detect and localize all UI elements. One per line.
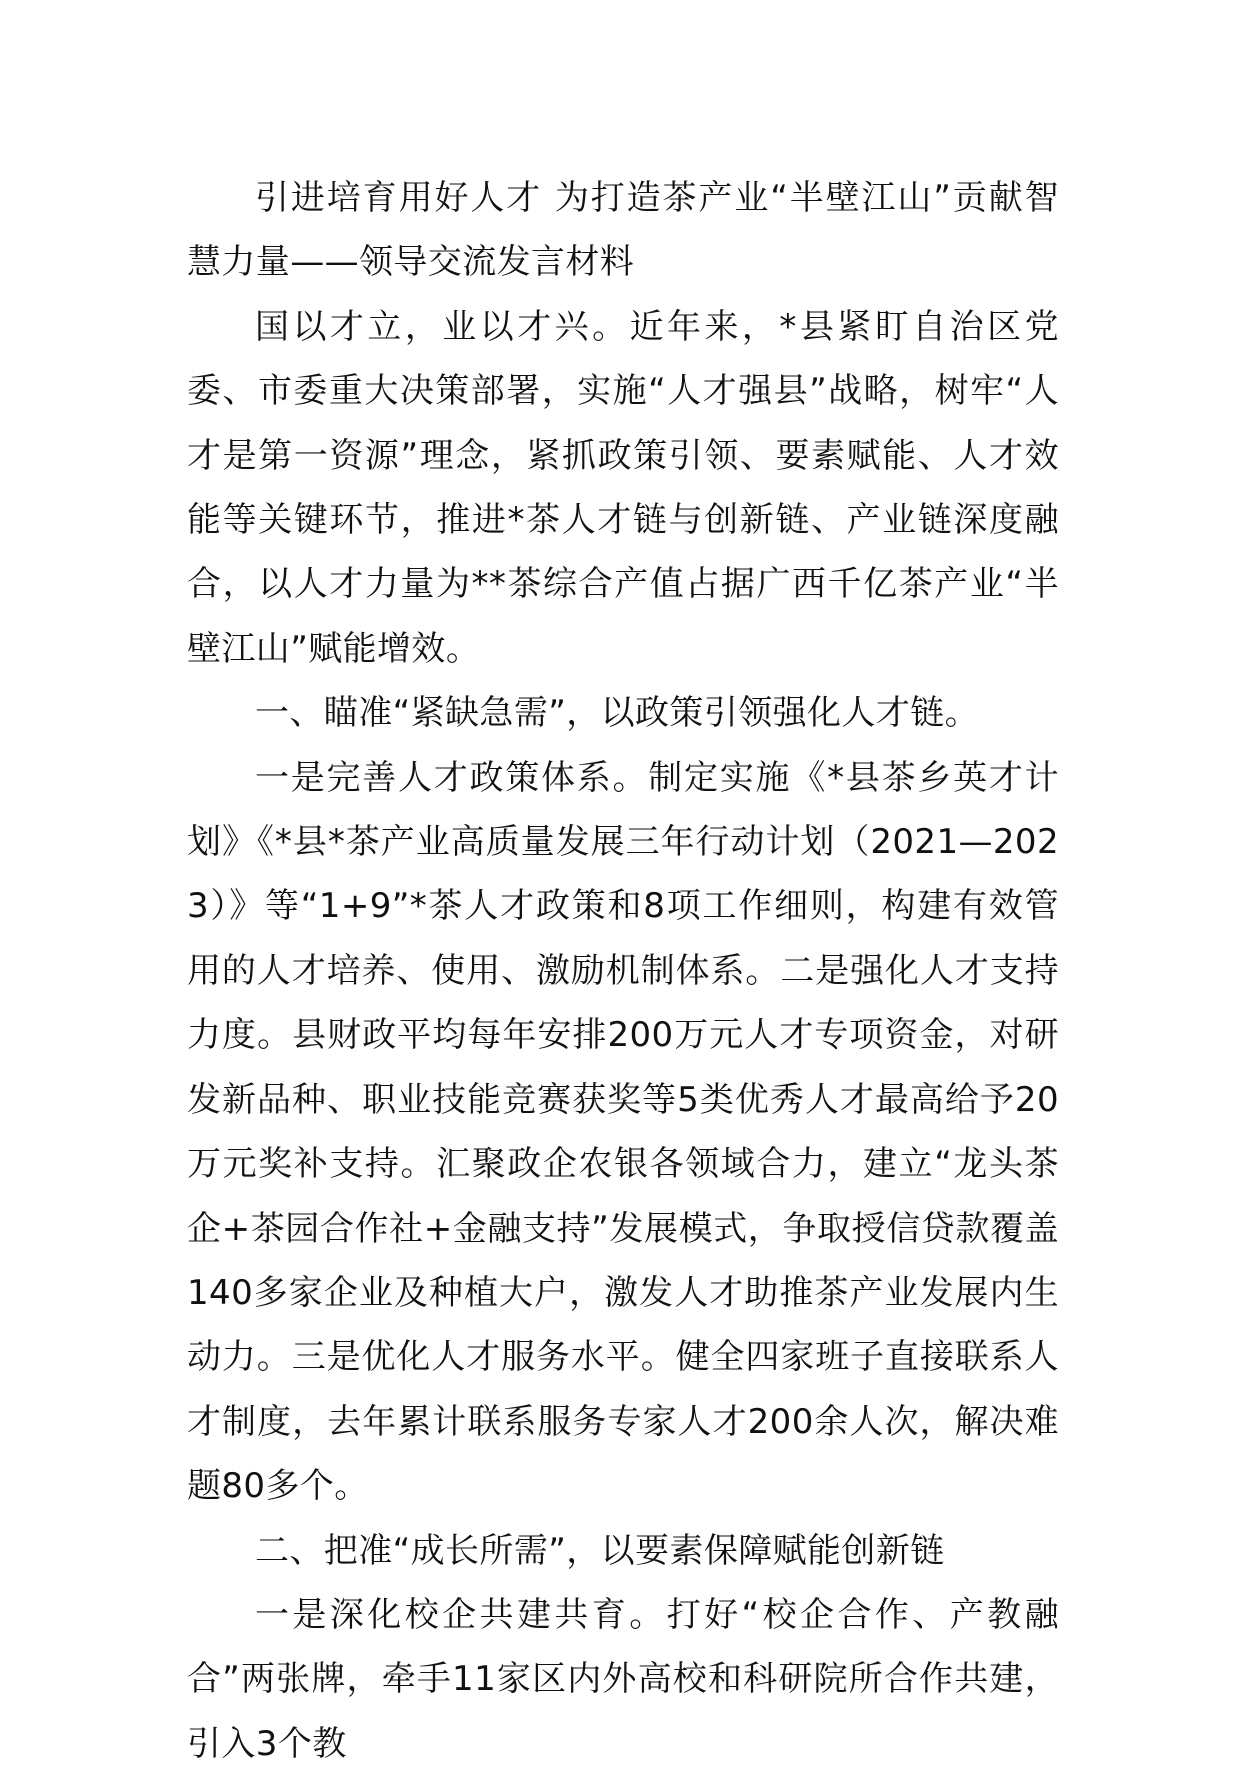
intro-paragraph: 国以才立，业以才兴。近年来，*县紧盯自治区党委、市委重大决策部署，实施“人才强县”战略，树牢“人才是第一资源”理念，紧抓政策引领、要素赋能、人才效能等关键环节，推进*茶人才链与创新链、产业链深度融合，以人才力量为**茶综合产值占据广西千亿茶产业“半壁江山”赋能增效。 — [187, 306, 1059, 669]
section-1-paragraph: 一是完善人才政策体系。制定实施《*县茶乡英才计划》《*县*茶产业高质量发展三年行动计划（2021—2023）》等“1+9”*茶人才政策和8项工作细则，构建有效管用的人才培养、使用、激励机制体系。二是强化人才支持力度。县财政平均每年安排200万元人才专项资金，对研发新品种、职业技能竞赛获奖等5类优秀人才最高给予20万元奖补支持。汇聚政企农银各领域合力，建立“龙头茶企+茶园合作社+金融支持”发展模式，争取授信贷款覆盖140多家企业及种植大户，激发人才助推茶产业发展内生动力。三是优化人才服务水平。健全四家班子直接联系人才制度，去年累计联系服务专家人才200余人次，解决难题80多个。 — [187, 757, 1059, 1507]
section-2-paragraph: 一是深化校企共建共育。打好“校企合作、产教融合”两张牌，牵手11家区内外高校和科研院所合作共建，引入3个教 — [187, 1594, 1059, 1764]
section-heading-2: 二、把准“成长所需”，以要素保障赋能创新链 — [255, 1530, 945, 1571]
document-title: 引进培育用好人才 为打造茶产业“半壁江山”贡献智慧力量——领导交流发言材料 — [187, 178, 1059, 283]
section-heading-1: 一、瞄准“紧缺急需”，以政策引领强化人才链。 — [255, 693, 980, 734]
document-body — [187, 166, 1059, 1776]
